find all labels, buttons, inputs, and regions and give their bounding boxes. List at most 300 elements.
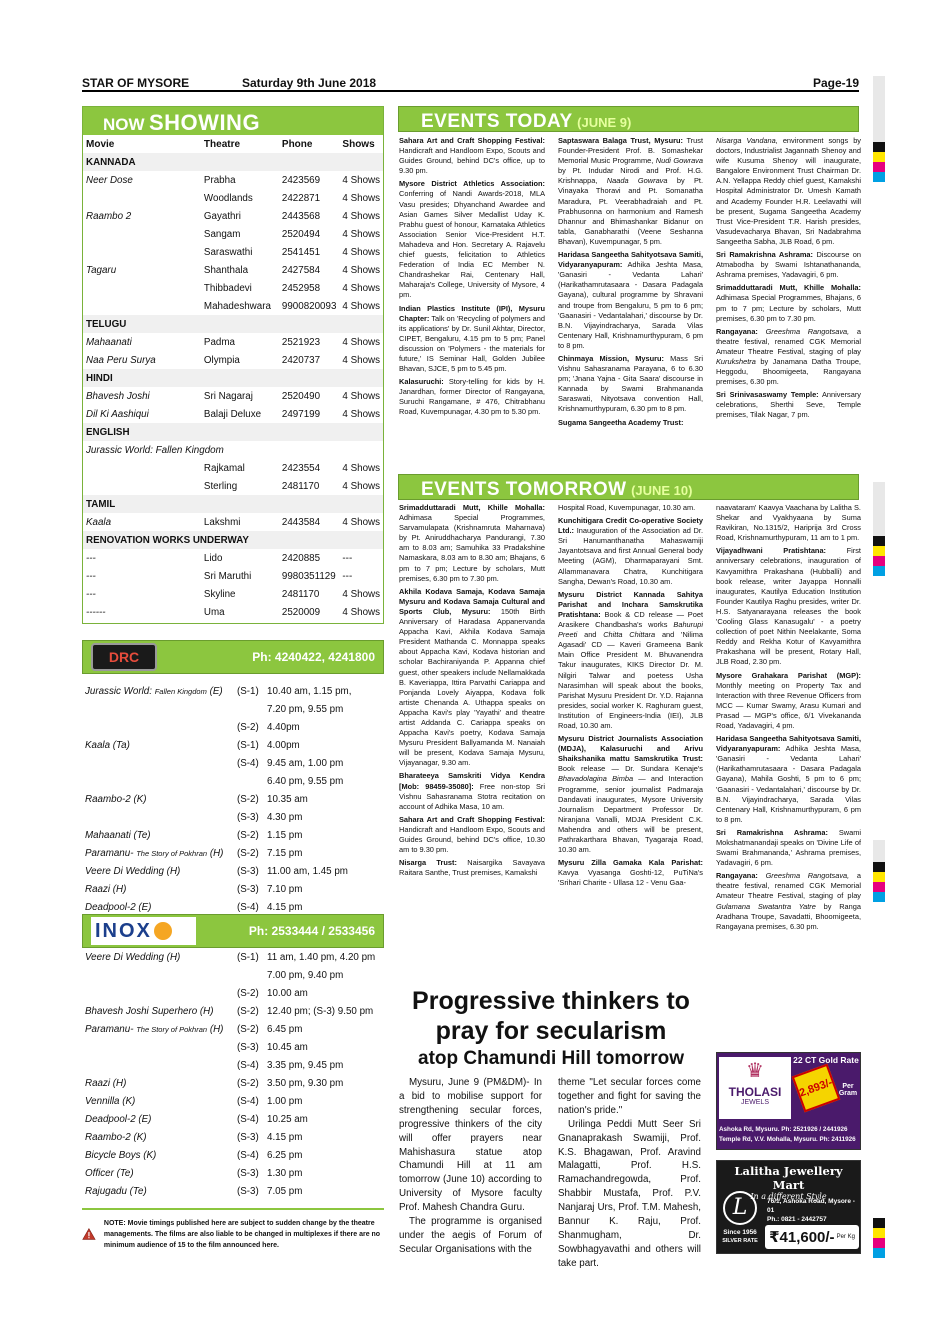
listing-row bbox=[83, 513, 383, 531]
events-today-header bbox=[398, 106, 859, 132]
schedule-times: 1.15 pm bbox=[267, 829, 303, 841]
events-today-col1: Sahara Art and Craft Shopping Festival: Handicraft and Handloom Expo, Scouts and Guides Ground, behind DC's office, up to 9.30 pm. Mysore District Athletics Association: Conferring of Nandi Awards-2018, MLA Vasu presides; Dhyanchand Awardee and Asian Games Silver Medallist Uday K. Prabhu guest of honour, Karnataka Athletics Association Senior Vice-President H.T. Mahadeva and Hon. Secretary A. Rajavelu chief guests, felicitation to Athletics Federation of India EC Member N. Chandrashekar Rai, Centenary Hall, Maharaja's College, University of Mysore, 4 pm. Indian Plastics Institute (IPI), Mysuru Chapter: Talk on 'Recycling of polymers and its applications' by Dr. Sunil Akhtar, Director, CIPET, Bengaluru, 4.15 pm to 5 pm; Panel discussion on 'Polymers - the materials for future,' IS Seminar Hall, Golden Jubilee Bhavan, SJCE, 5 pm to 5.45 pm. Kalasuruchi: Story-telling for kids by H. Janardhan, former Director of Rangayana, Suruchi Rangamane, # 476, Chitrabhanu Road, Kuvempunagar, 4.30 pm to 5.30 pm. bbox=[399, 136, 545, 417]
listing-row bbox=[83, 333, 383, 351]
schedule-movie-title: Raambo-2 (K) bbox=[85, 793, 147, 805]
schedule-screen: (S-4) bbox=[237, 1059, 259, 1071]
movie-title bbox=[83, 243, 201, 261]
movie-title bbox=[83, 297, 201, 315]
schedule-movie bbox=[82, 682, 234, 700]
schedule-movie bbox=[82, 1002, 234, 1020]
schedule-movie bbox=[82, 1056, 234, 1074]
schedule-screen: (S-3) bbox=[237, 865, 259, 877]
listing-row bbox=[83, 585, 383, 603]
listing-row bbox=[83, 351, 383, 369]
tholasi-per: Per Gram bbox=[838, 1083, 858, 1097]
lalitha-since-text: Since 1956 bbox=[723, 1229, 757, 1236]
schedule-times: 3.35 pm, 9.45 pm bbox=[267, 1059, 344, 1071]
drc-schedule bbox=[82, 682, 384, 916]
schedule-screen: (S-1) bbox=[237, 951, 259, 963]
theatre-name: Balaji Deluxe bbox=[203, 408, 262, 420]
lalitha-metal: SILVER RATE bbox=[722, 1238, 758, 1244]
schedule-screen: (S-2) bbox=[237, 1023, 259, 1035]
movie-title bbox=[83, 189, 201, 207]
schedule-movie bbox=[82, 1020, 234, 1038]
story-col1 bbox=[399, 1076, 542, 1257]
movie-title: Neer Dose bbox=[86, 174, 133, 186]
show-count: 4 Shows bbox=[342, 516, 380, 528]
story-para-1: Mysuru, June 9 (PM&DM)- In a bid to mobilise support for strengthening secular forces, progressive thinkers of the city will offer prayers near Mahishasura statue atop Chamundi Hill at 11 am tomorrow (June 10) according to University of Mysore faculty Prof. Mahesh Chandra Guru. bbox=[399, 1077, 542, 1214]
schedule-movie bbox=[82, 1038, 234, 1056]
inox-phone: Ph: 2533444 / 2533456 bbox=[248, 924, 375, 938]
schedule-movie bbox=[82, 948, 234, 966]
show-count: 4 Shows bbox=[342, 354, 380, 366]
language-label: ENGLISH bbox=[83, 423, 383, 441]
schedule-movie-title: Veere Di Wedding (H) bbox=[85, 865, 181, 877]
now-showing-prefix: NOW bbox=[103, 115, 145, 134]
theatre-phone: 2423569 bbox=[281, 174, 321, 186]
movie-title: Raambo 2 bbox=[86, 210, 132, 222]
registration-bar-mid bbox=[873, 482, 885, 576]
listing-row bbox=[83, 567, 383, 585]
inox-schedule bbox=[82, 948, 384, 1200]
now-showing-title: SHOWING bbox=[149, 110, 261, 135]
theatre-phone: 9980351129 bbox=[281, 570, 336, 582]
listing-row bbox=[83, 171, 383, 189]
schedule-row bbox=[82, 1074, 384, 1092]
lalitha-price: ₹41,600/- bbox=[769, 1229, 835, 1246]
events-today-col2: Saptaswara Balaga Trust, Mysuru: Trust Founder-President Prof. B. Somashekar Memorial Music Programme, Nudi Gowrava by Pt. Indudar Nirodi and Prof. H.G. Krishnappa, Naada Gowrava by Pt. Vinayaka Thoravi and Pt. Somanatha Maradura, Pt. Veerabhadraiah and Pt. Prabhusonna on harmonium and Ramesh Dhannur and Bhimashankar Bidanur on tabla, Ganabharathi (Veene Seshanna Bhavan), Kuvempunagar, 5 pm. Haridasa Sangeetha Sahityotsava Samiti, Vidyaranyapuram: Adhika Jeshta Masa, 'Ganasiri - Vedanta Lahari' (Harikathamrutasaara - Dasara Padagala Gayana), cultural programme by Shravani and troupe from Bengaluru, 5 pm to 6 pm; 'Gaanasiri - Vedantalahari,' discourse by Dr. B.N. Vijayindracharya, Sarada Vilas Centenary Hall, Krishnamurthypuram, 6 pm to 8 pm. Chinmaya Mission, Mysuru: Mass Sri Vishnu Sahasranama Parayana, 6 to 6.30 pm; 'Jnana Yajna - Gita Saara' discourse in Kannada by Swami Brahmananda Saraswati, Nityotsava convention Hall, Krishnamurthypuram, 6.30 pm to 8 pm. Sugama Sangeetha Academy Trust: bbox=[558, 136, 703, 427]
registration-bar-bottom bbox=[873, 1218, 885, 1258]
schedule-screen: (S-4) bbox=[237, 1095, 259, 1107]
masthead bbox=[82, 74, 859, 92]
events-tomorrow-col1: Srimadduttaradi Mutt, Khille Mohalla: Adhimasa Special Programmes, Sarvamulapata (Krishnamruta Maharnava) by Pt. Aniruddhacharya Pandurangi, 7.30 am to 8.03 am; Samuhika 33 Pradakshine Namaskara, 8.03 am to 8.30 am; Bhajans, 6 pm to 7 pm; Lecture by scholars, Mutt premises, 6.30 pm to 7.30 pm. Akhila Kodava Samaja, Kodava Samaja Mysuru and Kodava Samaja Cultural and Sports Club, Mysuru: 150th Birth Anniversary of Haradasa Appanervanda Appacha Kavi, Akhila Kodava Samaja President Mathanda C. Monnappa speaks about Appacha Kavi, Kodava historian and scholar Bachiraniyanda P. Appanna chief guest, other speakers include Nellamakkada B. Kaveriappa, Ittira Parvathi Cariappa and Ponjanda Lovely Aiyappa, Kodava folk artiste Chenanda A. Uthappa speaks on Appacha Kavi's play 'Yayathi' and theatre artist Addanda C. Cariappa speaks on Appacha Kavi's poetry, Kodava Samaja Mysuru President Ballyamanda M. Nanaiah will be present, Kodava Samaja Mysuru, Vijayanagar, 9.30 am. Bharateeya Samskriti Vidya Kendra [Mob: 98459-35080]: Free non-stop Sri Vishnu Sahasranama Stotra recitation on account of Adhika Masa, 10 am. Sahara Art and Craft Shopping Festival: Handicraft and Handloom Expo, Scouts and Guides Ground, behind DC's office, 10.30 am to 9.30 pm. Nisarga Trust: Naisargika Savayava Raitara Santhe, Trust premises, Kamakshi bbox=[399, 503, 545, 878]
theatre-name: Woodlands bbox=[203, 192, 253, 204]
schedule-movie-title: Rajugadu (Te) bbox=[85, 1185, 147, 1197]
listing-row bbox=[83, 459, 383, 477]
language-row bbox=[83, 423, 383, 441]
show-count: 4 Shows bbox=[342, 390, 380, 402]
movie-title bbox=[83, 279, 201, 297]
schedule-screen: (S-3) bbox=[237, 1167, 259, 1179]
schedule-screen: (S-1) bbox=[237, 739, 259, 751]
tholasi-sub: JEWELS bbox=[740, 1099, 769, 1106]
movie-title: Jurassic World: Fallen Kingdom bbox=[86, 444, 224, 456]
schedule-row bbox=[82, 1002, 384, 1020]
schedule-times: 6.40 pm, 9.55 pm bbox=[267, 775, 344, 787]
theatre-name: Mahadeshwara bbox=[203, 300, 271, 312]
schedule-movie-tag: (H) bbox=[209, 1023, 224, 1035]
listing-row bbox=[83, 225, 383, 243]
schedule-row bbox=[82, 1146, 384, 1164]
language-label: KANNADA bbox=[83, 153, 383, 171]
schedule-row bbox=[82, 1038, 384, 1056]
drc-header bbox=[82, 640, 384, 674]
schedule-times: 7.05 pm bbox=[267, 1185, 303, 1197]
tholasi-address-2: Temple Rd, V.V. Mohalla, Mysuru. Ph: 2411926 bbox=[719, 1136, 856, 1143]
schedule-movie-title: Paramanu- bbox=[85, 847, 134, 859]
lalitha-name: Lalitha Jewellery Mart bbox=[734, 1164, 843, 1192]
now-showing-header-row bbox=[83, 135, 383, 153]
story-para-3: theme "Let secular forces come together and fight for saving the nation's pride." bbox=[558, 1077, 701, 1116]
schedule-movie bbox=[82, 844, 234, 862]
language-row bbox=[83, 369, 383, 387]
schedule-row bbox=[82, 736, 384, 754]
schedule-row bbox=[82, 862, 384, 880]
theatre-phone: 2521923 bbox=[281, 336, 321, 348]
schedule-movie bbox=[82, 736, 234, 754]
schedule-screen: (S-3) bbox=[237, 1131, 259, 1143]
lalitha-address: 76/1, Ashoka Road, Mysore - 01 bbox=[767, 1198, 855, 1214]
paper-name: STAR OF MYSORE bbox=[82, 76, 190, 90]
schedule-times: 9.45 am, 1.00 pm bbox=[267, 757, 344, 769]
theatre-name: Shanthala bbox=[203, 264, 249, 276]
schedule-row bbox=[82, 1110, 384, 1128]
schedule-screen: (S-3) bbox=[237, 811, 259, 823]
schedule-times: 6.45 pm bbox=[267, 1023, 303, 1035]
schedule-screen: (S-2) bbox=[237, 1005, 259, 1017]
theatre-name: Skyline bbox=[203, 588, 236, 600]
events-tomorrow-date: (JUNE 10) bbox=[631, 483, 693, 498]
theatre-name: Thibbadevi bbox=[203, 282, 252, 294]
schedule-movie bbox=[82, 966, 234, 984]
theatre-phone: 2520494 bbox=[281, 228, 321, 240]
theatre-name: Saraswathi bbox=[203, 246, 253, 258]
schedule-times: 12.40 pm; (S-3) 9.50 pm bbox=[267, 1005, 374, 1017]
schedule-movie-tag: (H) bbox=[209, 847, 224, 859]
schedule-row bbox=[82, 700, 384, 718]
schedule-screen: (S-2) bbox=[237, 793, 259, 805]
registration-bar-low bbox=[873, 840, 885, 902]
schedule-times: 10.40 am, 1.15 pm, bbox=[267, 685, 352, 697]
events-today-col3: Nisarga Vandana, environment songs by doctors, Industrialist Jagannath Shenoy and wife Kusuma Shenoy will inaugurate, Bangalore Environment Trust Chairman Dr. A.N. Yellappa Reddy chief guest, Kamakshi Hospital Administrator Dr. Umesh Kamath and Academy Founder H.R. Leelavathi will be present, Sugama Sangeetha Academy Trust Vice-President T.R. Harish presides, Vasudevacharya Bhavan, Sri Nadabrahma Sangeetha Sabha, JLB Road, 6 pm. Sri Ramakrishna Ashrama: Discourse on Atmabodha by Swami Ishtanathananda, Ashrama premises, Yadavagiri, 6 pm. Srimadduttaradi Mutt, Khille Mohalla: Adhimasa Special Programmes, Bhajans, 6 pm to 7 pm; Lecture by scholars, Mutt premises, 6.30 pm to 7.30 pm. Rangayana: Greeshma Rangotsava, a theatre festival, renamed CGK Memorial Amateur Theatre Festival, staging of play Kurukshetra by Janamana Datha Troupe, Heggodu, Bhoomigeeta, Rangayana premises, 6.30 pm. Sri Srinivasaswamy Temple: Anniversary celebrations, Sherthi Seve, Temple premises, Tilak Nagar, 7 pm. bbox=[716, 136, 861, 420]
movie-title: Naa Peru Surya bbox=[86, 354, 156, 366]
language-row bbox=[83, 495, 383, 513]
issue-date: Saturday 9th June 2018 bbox=[242, 76, 377, 90]
schedule-row bbox=[82, 880, 384, 898]
tholasi-emblem-icon: ♛ bbox=[746, 1060, 764, 1082]
schedule-times: 1.30 pm bbox=[267, 1167, 303, 1179]
schedule-row bbox=[82, 826, 384, 844]
show-count: 4 Shows bbox=[342, 174, 380, 186]
schedule-movie bbox=[82, 718, 234, 736]
schedule-row bbox=[82, 754, 384, 772]
schedule-screen: (S-2) bbox=[237, 847, 259, 859]
schedule-times: 10.25 am bbox=[267, 1113, 308, 1125]
theatre-phone: 2443568 bbox=[281, 210, 321, 222]
listing-row bbox=[83, 405, 383, 423]
language-row bbox=[83, 153, 383, 171]
show-count: 4 Shows bbox=[342, 588, 380, 600]
theatre-name: Sri Maruthi bbox=[203, 570, 252, 582]
lalitha-price-box bbox=[765, 1225, 859, 1249]
schedule-times: 4.40pm bbox=[267, 721, 300, 733]
theatre-phone: 2423554 bbox=[281, 462, 321, 474]
schedule-row bbox=[82, 772, 384, 790]
theatre-phone: 2420737 bbox=[281, 354, 321, 366]
lalitha-contact bbox=[767, 1197, 860, 1224]
movie-title: Mahaanati bbox=[86, 336, 132, 348]
warning-icon bbox=[82, 1218, 96, 1250]
theatre-name: Olympia bbox=[203, 354, 240, 366]
show-count: 4 Shows bbox=[342, 210, 380, 222]
theatre-name: Lakshmi bbox=[203, 516, 241, 528]
schedule-times: 4.30 pm bbox=[267, 811, 303, 823]
schedule-movie-title: Mahaanati (Te) bbox=[85, 829, 151, 841]
schedule-row bbox=[82, 1092, 384, 1110]
lalitha-ad bbox=[716, 1160, 861, 1254]
show-count: 4 Shows bbox=[342, 228, 380, 240]
listing-row bbox=[83, 549, 383, 567]
schedule-movie-title: Jurassic World: bbox=[85, 685, 152, 697]
schedule-screen bbox=[234, 700, 264, 718]
schedule-movie-subtitle: The Story of Pokhran bbox=[136, 848, 208, 858]
schedule-times: 7.20 pm, 9.55 pm bbox=[267, 703, 344, 715]
col-shows: Shows bbox=[342, 138, 375, 150]
theatre-phone: 2443584 bbox=[281, 516, 321, 528]
schedule-screen: (S-4) bbox=[237, 901, 259, 913]
schedule-movie-title: Kaala (Ta) bbox=[85, 739, 130, 751]
theatre-phone: 2481170 bbox=[281, 588, 320, 600]
schedule-times: 10.45 am bbox=[267, 1041, 308, 1053]
listing-row bbox=[83, 387, 383, 405]
col-theatre: Theatre bbox=[203, 138, 241, 150]
theatre-phone: 9900820093 bbox=[281, 300, 337, 312]
movie-title-row bbox=[83, 441, 383, 459]
now-showing-table bbox=[83, 135, 383, 621]
schedule-movie-title: Paramanu- bbox=[85, 1023, 134, 1035]
schedule-movie-subtitle: Fallen Kingdom bbox=[154, 686, 207, 696]
schedule-screen: (S-4) bbox=[237, 1149, 259, 1161]
schedule-row bbox=[82, 1056, 384, 1074]
schedule-movie bbox=[82, 1164, 234, 1182]
schedule-movie bbox=[82, 880, 234, 898]
schedule-screen: (S-3) bbox=[237, 1185, 259, 1197]
schedule-times: 3.50 pm, 9.30 pm bbox=[267, 1077, 344, 1089]
schedule-row bbox=[82, 1182, 384, 1200]
theatre-phone: 2452958 bbox=[281, 282, 321, 294]
schedule-movie-subtitle: The Story of Pokhran bbox=[136, 1024, 208, 1034]
schedule-times: 11 am, 1.40 pm, 4.20 pm bbox=[267, 951, 376, 963]
inox-sun-icon bbox=[154, 922, 172, 940]
schedule-movie-title: Veere Di Wedding (H) bbox=[85, 951, 181, 963]
lalitha-monogram-icon: L bbox=[723, 1191, 757, 1225]
theatre-phone: 2520009 bbox=[281, 606, 321, 618]
schedule-movie bbox=[82, 1074, 234, 1092]
schedule-movie bbox=[82, 1182, 234, 1200]
theatre-name: Lido bbox=[203, 552, 223, 564]
show-count: 4 Shows bbox=[342, 462, 380, 474]
show-count: 4 Shows bbox=[342, 480, 380, 492]
col-phone: Phone bbox=[281, 138, 313, 150]
schedule-movie-title: Bicycle Boys (K) bbox=[85, 1149, 157, 1161]
schedule-row bbox=[82, 808, 384, 826]
language-row bbox=[83, 531, 383, 549]
schedule-movie bbox=[82, 1146, 234, 1164]
listing-row bbox=[83, 279, 383, 297]
theatre-phone: 2427584 bbox=[281, 264, 321, 276]
schedule-times: 4.15 pm bbox=[267, 901, 303, 913]
schedule-screen: (S-4) bbox=[237, 1113, 259, 1125]
language-label: TELUGU bbox=[83, 315, 383, 333]
inox-panel bbox=[82, 914, 384, 1200]
theatre-name: Rajkamal bbox=[203, 462, 245, 474]
schedule-movie bbox=[82, 754, 234, 772]
movie-title bbox=[83, 225, 201, 243]
theatre-phone: 2497199 bbox=[281, 408, 321, 420]
show-count: 4 Shows bbox=[342, 192, 380, 204]
tholasi-gold-label: 22 CT Gold Rate bbox=[793, 1055, 859, 1065]
theatre-name: Sangam bbox=[203, 228, 241, 240]
schedule-times: 11.00 am, 1.45 pm bbox=[267, 865, 348, 877]
schedule-row bbox=[82, 790, 384, 808]
theatre-name: Prabha bbox=[203, 174, 236, 186]
show-count: --- bbox=[342, 552, 353, 564]
schedule-screen: (S-4) bbox=[237, 757, 259, 769]
lalitha-phone: Ph.: 0821 - 2442757 bbox=[767, 1216, 827, 1223]
story-para-2: The programme is organised under the aegis of Forum of Secular Organisations with the bbox=[399, 1216, 542, 1255]
schedule-row bbox=[82, 1164, 384, 1182]
registration-bar-top bbox=[873, 76, 885, 182]
theatre-phone: 2422871 bbox=[281, 192, 321, 204]
schedule-screen: (S-2) bbox=[237, 987, 259, 999]
movie-title bbox=[83, 477, 201, 495]
lalitha-tagline: In a different Style bbox=[750, 1192, 827, 1201]
listing-row bbox=[83, 297, 383, 315]
schedule-movie-title: Vennilla (K) bbox=[85, 1095, 136, 1107]
schedule-movie-title: Officer (Te) bbox=[85, 1167, 134, 1179]
theatre-name: Uma bbox=[203, 606, 225, 618]
tholasi-name: THOLASI bbox=[728, 1085, 782, 1099]
show-count: 4 Shows bbox=[342, 282, 380, 294]
movie-title: Bhavesh Joshi bbox=[86, 390, 150, 402]
events-tomorrow-col2: Hospital Road, Kuvempunagar, 10.30 am. Kunchitigara Credit Co-operative Society Ltd.: Inauguration of the Association ad Dr. Sri Hanumanthanatha Mahaswamiji Jayantotsava and first Annual General body Meeting (AGM), Dharmaparayani Smt. Allammanavara Chatra, Kunchitigara Sangha, Dewan's Road, 10.30 am. Mysuru District Kannada Sahitya Parishat and Inchara Samskrutika Pratishtana: Book & CD release — Poet Arasikere Chandbasha's works Bahurupi Preeti and Chitta Chittara and 'Nilima Agasadi' CD — Kaveri Grameena Bank Main Office President M. Bhuvanendra Takur inaugurates, KIKS Director Dr. M. Nilgiri Talwar and poetess Usha Narasimhan will speak about the books, Parishat Mysuru President Dr. Y.D. Rajanna presides, social worker K. Raghuram guest, Institution of Engineers-India (IEI), JLB Road, 10.30 am. Mysuru District Journalists Association (MDJA), Kalasuruchi and Arivu Shaikshanika mattu Samskrutika Trust: Book release — Dr. Sundara Kenaje's Bhavadolagina Bimba — and Interaction Programme, senior journalist Padmaraja Dandavati inaugurates, Mysore University Journalism Department Professor Dr. Niranjana Vanalli, MDJA President C.K. Mahendra and others will be present, Pathrakarthara Bhavan, Tyagaraja Road, 10.30 am. Mysuru Zilla Gamaka Kala Parishat: Kavya Vyasanga Goshti-12, PuTiNa's 'Srihari Charite - Ullasa 12 - Venu Gaa- bbox=[558, 503, 703, 888]
drc-panel bbox=[82, 640, 384, 916]
theatre-name: Sri Nagaraj bbox=[203, 390, 253, 402]
schedule-times: 7.10 pm bbox=[267, 883, 303, 895]
show-count: 4 Shows bbox=[342, 300, 380, 312]
schedule-row bbox=[82, 948, 384, 966]
tholasi-price: 2,893/- bbox=[792, 1064, 841, 1113]
tholasi-ad bbox=[716, 1052, 861, 1150]
movie-title: --- bbox=[86, 552, 96, 564]
events-tomorrow-col3: naavataram' Kaavya Vaachana by Lalitha S. Shekar and Vyakhyaana by Suma Ravikiran, No.1315/2, Hariprija 3rd Cross Road, Krishnamurthypuram, 11 am to 1 pm. Vijayadhwani Pratishtana: First anniversary celebrations, inauguration of Kavyamithra Prakashana (Hubballi) and book release, writer Jayappa Honnalli inaugurates, Kautilya Education Institution Founder Kautilya Raghu presides, writer Dr. H.S. Satyanarayana releases the book 'Cooling Glass Kanasugalu' - a poetry collection of poet Nithin Neelakante, Soma Reddy and Rekha Kotur of Kavyamithra Prakashana will be present, Rotary Hall, JLB Road, 2.30 pm. Mysore Grahakara Parishat (MGP): Monthly meeting on Property Tax and Interaction with three Revenue Officers from MCC — Kumar Swamy, Arasu Kumari and Prasad — MGP's office, 6/1 Vivekananda Road, Yadavagiri, 4 pm. Haridasa Sangeetha Sahityotsava Samiti, Vidyaranyapuram: Adhika Jeshta Masa, 'Ganasiri - Vedanta Lahari' (Harikathamrutasaara - Dasara Padagala Gayana), Mahila Goshti, 5 pm to 6 pm; 'Gaanasiri - Vedantalahari,' discourse by Dr. B.N. Vijayindracharya, Sarada Vilas Centenary Hall, Krishnamurthypuram, 6 pm to 8 pm. Sri Ramakrishna Ashrama: Swami Mokshatmanandaji speaks on 'Divine Life of Swami Brahmananda,' Ashrama premises, Yadavagiri, 6 pm. Rangayana: Greeshma Rangotsava, a theatre festival, renamed CGK Memorial Amateur Theatre Festival, staging of play Gulamana Swatantra Yatre by Ranga Aradhana Troupe, Savadatti, Bhoomigeeta, Rangayana premises, 6.30 pm. bbox=[716, 503, 861, 931]
show-count: 4 Shows bbox=[342, 408, 380, 420]
story-para-4: Urilinga Peddi Mutt Seer Sri Gnanaprakash Swamiji, Prof. K.S. Bhagawan, Prof. Aravind Malagatti, Prof. H.S. Ramachandregowda, Prof. Shabbir Mustafa, Prof. P.V. Nanjaraj Urs, Prof. T.M. Mahesh, Bannur K. Raju, Prof. Shanmugham, Dr. Sowbhagyavathi and others will take part. bbox=[558, 1118, 701, 1269]
schedule-row bbox=[82, 844, 384, 862]
listing-row bbox=[83, 189, 383, 207]
listing-row bbox=[83, 243, 383, 261]
now-showing-header bbox=[83, 107, 383, 135]
story-col2 bbox=[558, 1076, 701, 1271]
schedule-screen: (S-1) bbox=[237, 685, 259, 697]
theatre-phone: 2481170 bbox=[281, 480, 320, 492]
schedule-movie-title: Deadpool-2 (E) bbox=[85, 901, 152, 913]
story-headline-1: Progressive thinkers to bbox=[412, 987, 690, 1015]
movie-title: Kaala bbox=[86, 516, 112, 528]
show-count: 4 Shows bbox=[342, 246, 380, 258]
movie-title: --- bbox=[86, 570, 96, 582]
story-subhead: atop Chamundi Hill tomorrow bbox=[418, 1048, 684, 1069]
schedule-movie bbox=[82, 772, 234, 790]
drc-logo: DRC bbox=[91, 643, 157, 671]
schedule-movie bbox=[82, 1110, 234, 1128]
movie-title: Dil Ki Aashiqui bbox=[86, 408, 149, 420]
schedule-movie bbox=[82, 700, 234, 718]
inox-logo-text: INOX bbox=[95, 919, 152, 942]
schedule-screen: (S-3) bbox=[237, 1041, 259, 1053]
schedule-times: 7.15 pm bbox=[267, 847, 303, 859]
theatre-name: Sterling bbox=[203, 480, 238, 492]
schedule-movie-tag: (E) bbox=[209, 685, 223, 697]
schedule-movie bbox=[82, 862, 234, 880]
language-label: TAMIL bbox=[83, 495, 383, 513]
schedule-times: 4.15 pm bbox=[267, 1131, 303, 1143]
now-showing-panel bbox=[82, 106, 384, 624]
schedule-times: 1.00 pm bbox=[267, 1095, 303, 1107]
schedule-row bbox=[82, 682, 384, 700]
tholasi-logo bbox=[719, 1057, 791, 1119]
events-tomorrow-title: EVENTS TOMORROW bbox=[421, 479, 627, 500]
theatre-phone: 2420885 bbox=[281, 552, 321, 564]
schedule-screen: (S-3) bbox=[237, 883, 259, 895]
schedule-movie-title: Deadpool-2 (E) bbox=[85, 1113, 152, 1125]
schedule-screen: (S-2) bbox=[237, 1077, 259, 1089]
show-count: 4 Shows bbox=[342, 264, 380, 276]
schedule-movie bbox=[82, 790, 234, 808]
listing-row bbox=[83, 207, 383, 225]
schedule-times: 6.25 pm bbox=[267, 1149, 303, 1161]
schedule-row bbox=[82, 718, 384, 736]
inox-header bbox=[82, 914, 384, 948]
language-label: HINDI bbox=[83, 369, 383, 387]
page-number: Page-19 bbox=[812, 76, 859, 90]
schedule-screen: (S-2) bbox=[237, 829, 259, 841]
language-row bbox=[83, 315, 383, 333]
schedule-screen bbox=[234, 966, 264, 984]
show-count: --- bbox=[342, 570, 353, 582]
schedule-row bbox=[82, 966, 384, 984]
theatre-name: Gayathri bbox=[203, 210, 241, 222]
schedule-movie-title: Raazi (H) bbox=[85, 883, 127, 895]
theatre-phone: 2541451 bbox=[281, 246, 321, 258]
story-headline-block bbox=[398, 986, 704, 1072]
theatre-name: Padma bbox=[203, 336, 235, 348]
schedule-row bbox=[82, 984, 384, 1002]
events-tomorrow-header bbox=[398, 474, 859, 500]
movie-title: Tagaru bbox=[86, 264, 117, 276]
theatre-phone: 2520490 bbox=[281, 390, 321, 402]
schedule-row bbox=[82, 1020, 384, 1038]
lalitha-per: Per Kg bbox=[836, 1234, 855, 1240]
inox-logo bbox=[91, 917, 196, 945]
tholasi-address bbox=[719, 1125, 860, 1145]
note-box bbox=[82, 1208, 384, 1254]
tholasi-address-1: Ashoka Rd, Mysuru. Ph: 2521926 / 2441926 bbox=[719, 1126, 848, 1133]
schedule-times: 10.00 am bbox=[267, 987, 308, 999]
listing-row bbox=[83, 477, 383, 495]
movie-title: --- bbox=[86, 588, 96, 600]
show-count: 4 Shows bbox=[342, 606, 380, 618]
schedule-movie bbox=[82, 826, 234, 844]
lalitha-since bbox=[720, 1229, 760, 1245]
movie-title: ------ bbox=[86, 606, 106, 618]
listing-row bbox=[83, 603, 383, 621]
listing-row bbox=[83, 261, 383, 279]
schedule-times: 7.00 pm, 9.40 pm bbox=[267, 969, 344, 981]
drc-phone: Ph: 4240422, 4241800 bbox=[252, 650, 375, 664]
show-count: 4 Shows bbox=[342, 336, 380, 348]
col-movie: Movie bbox=[86, 138, 115, 150]
